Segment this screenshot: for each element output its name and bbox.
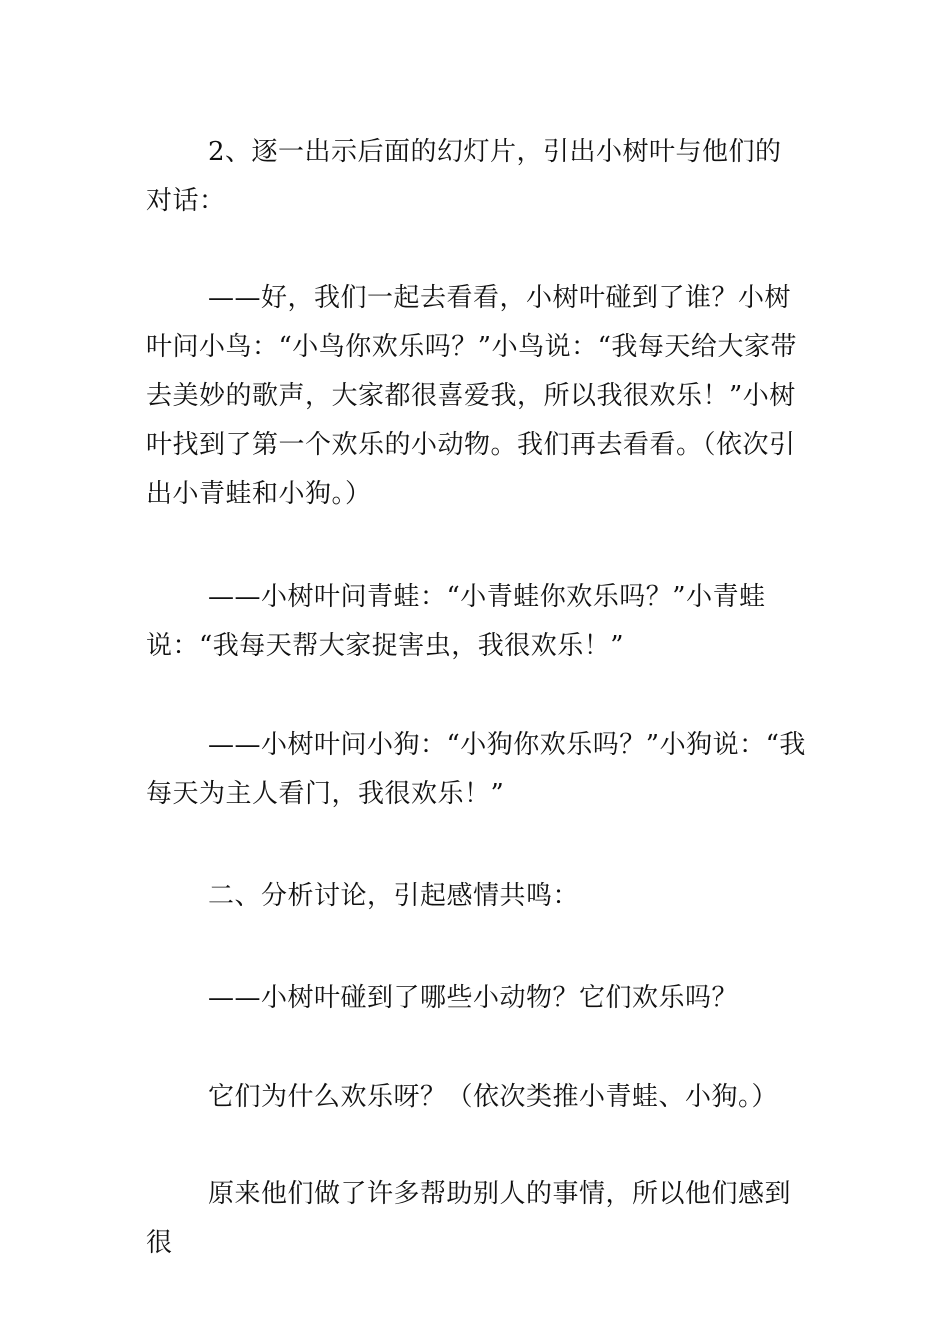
paragraph-frog-dialogue: ——小树叶问青蛙：“小青蛙你欢乐吗？”小青蛙说：“我每天帮大家捉害虫，我很欢乐！”: [146, 582, 766, 661]
paragraph-question-animals: ——小树叶碰到了哪些小动物？它们欢乐吗？: [208, 983, 739, 1013]
paragraph-bird-dialogue: ——好，我们一起去看看，小树叶碰到了谁？小树叶问小鸟：“小鸟你欢乐吗？”小鸟说：“我每天给大家带去美妙的歌声，大家都很喜爱我，所以我很欢乐！”小树叶找到了第一个欢乐的小动物。我们再去看看。（依次引出小青蛙和小狗。）: [146, 283, 797, 509]
paragraph-conclusion: 原来他们做了许多帮助别人的事情，所以他们感到很: [146, 1179, 792, 1258]
paragraph-slides-intro: 2、逐一出示后面的幻灯片，引出小树叶与他们的对话：: [146, 137, 782, 216]
section-heading-discussion: 二、分析讨论，引起感情共鸣：: [208, 881, 580, 911]
paragraph-dog-dialogue: ——小树叶问小狗：“小狗你欢乐吗？”小狗说：“我每天为主人看门，我很欢乐！”: [146, 730, 806, 809]
paragraph-question-why: 它们为什么欢乐呀？（依次类推小青蛙、小狗。）: [208, 1082, 779, 1112]
